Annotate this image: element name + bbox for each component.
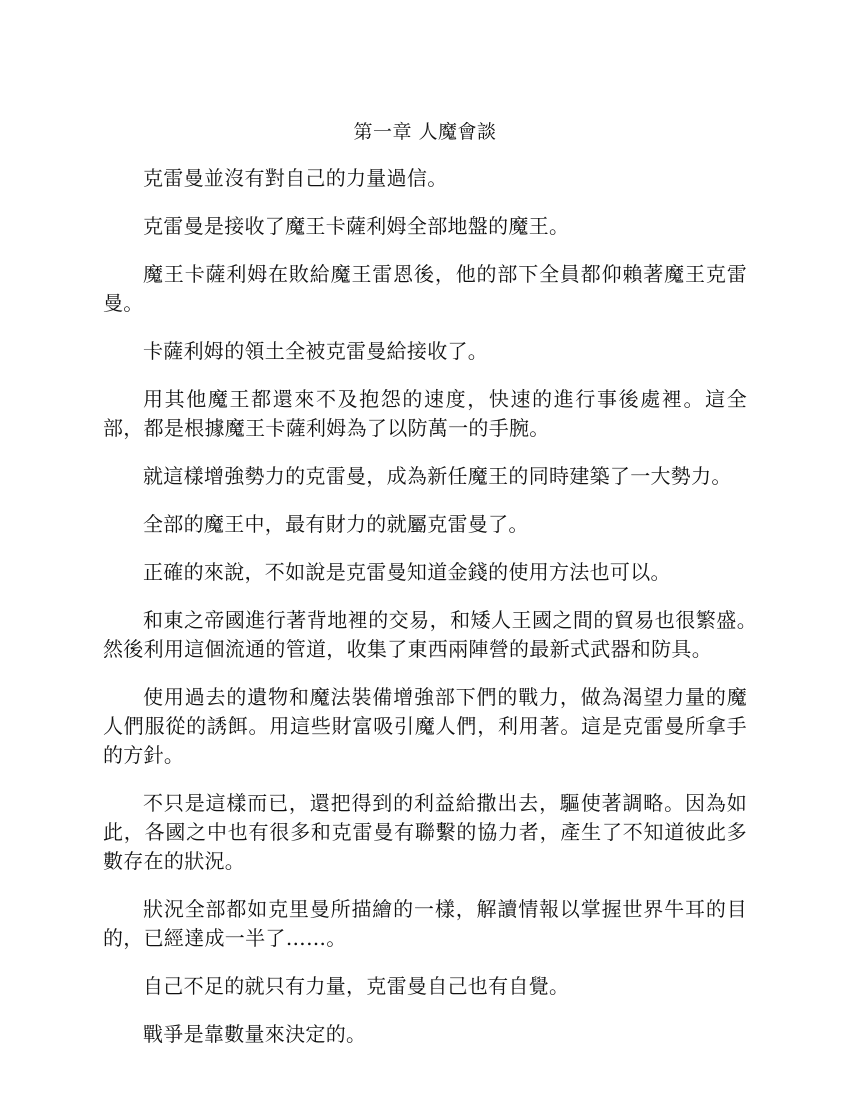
paragraph: 全部的魔王中，最有財力的就屬克雷曼了。 xyxy=(143,512,529,536)
paragraph: 正確的來說，不如說是克雷曼知道金錢的使用方法也可以。 xyxy=(143,560,671,584)
paragraph: 就這樣增強勢力的克雷曼，成為新任魔王的同時建築了一大勢力。 xyxy=(143,464,732,488)
paragraph: 用其他魔王都還來不及抱怨的速度，快速的進行事後處裡。這全部，都是根據魔王卡薩利姆為了以防萬一的手腕。 xyxy=(103,387,747,440)
paragraph: 和東之帝國進行著背地裡的交易，和矮人王國之間的貿易也很繁盛。 然後利用這個流通的管道，收集了東西兩陣營的最新式武器和防具。 xyxy=(103,608,768,661)
paragraph: 魔王卡薩利姆在敗給魔王雷恩後，他的部下全員都仰賴著魔王克雷曼。 xyxy=(103,262,747,315)
body-text xyxy=(103,164,768,1068)
paragraph: 不只是這樣而已，還把得到的利益給撒出去，驅使著調略。因為如此，各國之中也有很多和克雷曼有聯繫的協力者，產生了不知道彼此多數存在的狀況。 xyxy=(103,791,747,873)
paragraph: 卡薩利姆的領土全被克雷曼給接收了。 xyxy=(143,339,489,363)
chapter-title: 第一章 人魔會談 xyxy=(353,121,497,143)
paragraph: 使用過去的遺物和魔法裝備增強部下們的戰力，做為渴望力量的魔人們服從的誘餌。用這些財富吸引魔人們，利用著。這是克雷曼所拿手的方針。 xyxy=(103,685,747,767)
paragraph: 自己不足的就只有力量，克雷曼自己也有自覺。 xyxy=(143,974,570,998)
paragraph: 戰爭是靠數量來決定的。 xyxy=(143,1022,367,1046)
paragraph: 克雷曼並沒有對自己的力量過信。 xyxy=(143,166,448,190)
paragraph: 狀況全部都如克里曼所描繪的一樣，解讀情報以掌握世界牛耳的目的，已經達成一半了……。 xyxy=(103,897,747,950)
paragraph: 克雷曼是接收了魔王卡薩利姆全部地盤的魔王。 xyxy=(143,214,570,238)
